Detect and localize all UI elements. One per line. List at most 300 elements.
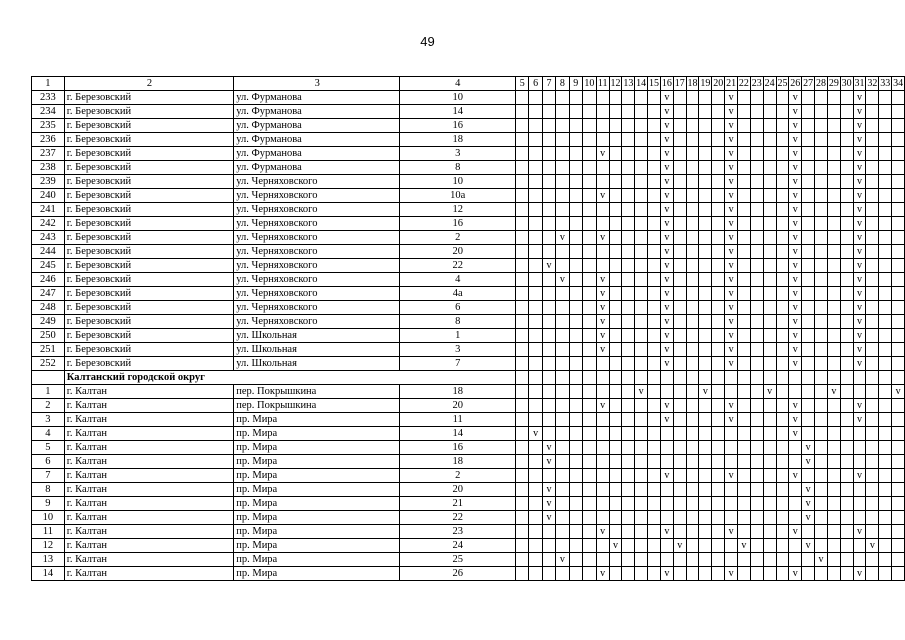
schedule-cell: [840, 245, 853, 259]
table-row: [32, 427, 905, 441]
header-cell: 14: [636, 77, 647, 89]
schedule-cell: [840, 483, 853, 497]
city-cell: г. Березовский: [64, 357, 233, 371]
schedule-cell: [542, 91, 555, 105]
schedule-cell: [516, 273, 529, 287]
schedule-cell: [892, 105, 905, 119]
schedule-cell: [596, 133, 609, 147]
schedule-cell: [802, 357, 815, 371]
schedule-cell: [866, 105, 879, 119]
schedule-cell: [840, 553, 853, 567]
schedule-cell: [738, 301, 751, 315]
row-number: 233: [32, 91, 65, 105]
schedule-mark: v: [815, 553, 828, 567]
schedule-cell: [892, 441, 905, 455]
house-cell: 16: [400, 441, 516, 455]
schedule-cell: [699, 553, 712, 567]
schedule-cell: [686, 259, 699, 273]
schedule-cell: [892, 567, 905, 581]
schedule-cell: [609, 147, 622, 161]
schedule-mark: v: [635, 385, 648, 399]
schedule-mark: v: [853, 245, 866, 259]
schedule-cell: [866, 189, 879, 203]
schedule-mark: v: [853, 343, 866, 357]
schedule-cell: [763, 511, 776, 525]
schedule-cell: [879, 259, 892, 273]
schedule-cell: [840, 287, 853, 301]
schedule-cell: [582, 455, 596, 469]
schedule-cell: [866, 175, 879, 189]
schedule-cell: [776, 105, 789, 119]
schedule-cell: [516, 119, 529, 133]
schedule-cell: [686, 413, 699, 427]
schedule-cell: [686, 427, 699, 441]
schedule-cell: [609, 287, 622, 301]
table-row: [32, 259, 905, 273]
schedule-cell: [827, 497, 840, 511]
city-cell: г. Березовский: [64, 119, 233, 133]
house-cell: 11: [400, 413, 516, 427]
schedule-cell: [712, 511, 725, 525]
schedule-cell: [582, 441, 596, 455]
schedule-cell: [635, 371, 648, 385]
schedule-mark: v: [542, 259, 555, 273]
schedule-cell: [556, 161, 569, 175]
schedule-cell: [609, 315, 622, 329]
schedule-cell: [569, 315, 582, 329]
city-cell: г. Березовский: [64, 273, 233, 287]
schedule-cell: [609, 497, 622, 511]
row-number: 4: [32, 427, 65, 441]
street-cell: ул. Черняховского: [234, 189, 400, 203]
schedule-cell: [635, 287, 648, 301]
schedule-cell: [827, 483, 840, 497]
schedule-cell: [622, 413, 635, 427]
schedule-mark: v: [699, 385, 712, 399]
schedule-mark: v: [789, 343, 802, 357]
schedule-cell: [866, 455, 879, 469]
header-cell: 29: [828, 77, 839, 89]
schedule-cell: [529, 497, 542, 511]
schedule-cell: [699, 105, 712, 119]
schedule-cell: [866, 511, 879, 525]
schedule-cell: [827, 133, 840, 147]
schedule-cell: [750, 189, 763, 203]
schedule-cell: [529, 119, 542, 133]
house-cell: 2: [400, 231, 516, 245]
schedule-cell: [699, 287, 712, 301]
header-cell: 32: [867, 77, 878, 89]
schedule-cell: [853, 511, 866, 525]
schedule-cell: [635, 511, 648, 525]
schedule-cell: [542, 105, 555, 119]
schedule-cell: [776, 427, 789, 441]
schedule-cell: [763, 217, 776, 231]
schedule-cell: [738, 469, 751, 483]
schedule-cell: [529, 217, 542, 231]
schedule-cell: [763, 105, 776, 119]
house-cell: 3: [400, 147, 516, 161]
schedule-cell: [673, 483, 686, 497]
schedule-mark: v: [660, 301, 673, 315]
schedule-cell: [596, 245, 609, 259]
schedule-cell: [879, 315, 892, 329]
schedule-cell: [542, 413, 555, 427]
schedule-cell: [763, 539, 776, 553]
city-cell: г. Калтан: [64, 497, 233, 511]
schedule-cell: [815, 371, 828, 385]
schedule-cell: [622, 511, 635, 525]
schedule-cell: [699, 441, 712, 455]
schedule-cell: [569, 231, 582, 245]
schedule-cell: [725, 539, 738, 553]
row-number: 237: [32, 147, 65, 161]
table-row: [32, 161, 905, 175]
header-cell: 6: [529, 77, 542, 91]
schedule-cell: [635, 133, 648, 147]
schedule-cell: [827, 301, 840, 315]
schedule-mark: v: [725, 133, 738, 147]
header-cell: 30: [841, 77, 852, 89]
schedule-cell: [866, 301, 879, 315]
schedule-cell: [738, 455, 751, 469]
schedule-cell: [516, 245, 529, 259]
schedule-cell: [569, 287, 582, 301]
schedule-cell: [699, 245, 712, 259]
street-cell: ул. Черняховского: [234, 217, 400, 231]
schedule-cell: [750, 133, 763, 147]
schedule-cell: [712, 203, 725, 217]
schedule-cell: [596, 455, 609, 469]
schedule-cell: [529, 161, 542, 175]
schedule-cell: [596, 553, 609, 567]
schedule-cell: [763, 483, 776, 497]
schedule-cell: [596, 217, 609, 231]
schedule-cell: [776, 245, 789, 259]
row-number: 7: [32, 469, 65, 483]
schedule-cell: [596, 119, 609, 133]
schedule-cell: [622, 287, 635, 301]
house-cell: 26: [400, 567, 516, 581]
schedule-cell: [556, 217, 569, 231]
schedule-cell: [622, 315, 635, 329]
schedule-cell: [827, 231, 840, 245]
table-row: [32, 175, 905, 189]
schedule-mark: v: [660, 329, 673, 343]
schedule-cell: [516, 91, 529, 105]
schedule-cell: [673, 217, 686, 231]
schedule-cell: [686, 511, 699, 525]
schedule-cell: [815, 343, 828, 357]
schedule-cell: [596, 175, 609, 189]
schedule-cell: [529, 245, 542, 259]
schedule-mark: v: [725, 301, 738, 315]
schedule-mark: v: [853, 413, 866, 427]
schedule-cell: [529, 147, 542, 161]
schedule-cell: [648, 511, 661, 525]
schedule-cell: [763, 357, 776, 371]
schedule-cell: [529, 399, 542, 413]
schedule-cell: [750, 399, 763, 413]
schedule-cell: [556, 133, 569, 147]
schedule-cell: [763, 553, 776, 567]
schedule-mark: v: [789, 189, 802, 203]
schedule-cell: [815, 273, 828, 287]
schedule-cell: [866, 245, 879, 259]
schedule-cell: [660, 483, 673, 497]
schedule-cell: [866, 287, 879, 301]
schedule-cell: [853, 497, 866, 511]
row-number: 3: [32, 413, 65, 427]
schedule-cell: [802, 329, 815, 343]
row-number: 242: [32, 217, 65, 231]
schedule-cell: [686, 133, 699, 147]
city-cell: г. Березовский: [64, 315, 233, 329]
schedule-cell: [750, 287, 763, 301]
schedule-cell: [699, 301, 712, 315]
schedule-cell: [879, 161, 892, 175]
header-cell: 3: [234, 77, 400, 91]
schedule-cell: [582, 413, 596, 427]
schedule-cell: [763, 245, 776, 259]
schedule-cell: [516, 133, 529, 147]
header-cell: 27: [803, 77, 814, 89]
schedule-cell: [879, 567, 892, 581]
schedule-cell: [673, 329, 686, 343]
schedule-cell: [815, 119, 828, 133]
schedule-cell: [582, 539, 596, 553]
schedule-cell: [815, 287, 828, 301]
schedule-cell: [738, 525, 751, 539]
schedule-cell: [635, 553, 648, 567]
schedule-cell: [686, 567, 699, 581]
schedule-cell: [673, 399, 686, 413]
schedule-cell: [529, 511, 542, 525]
street-cell: ул. Черняховского: [234, 245, 400, 259]
house-cell: 22: [400, 511, 516, 525]
schedule-cell: [569, 413, 582, 427]
schedule-cell: [582, 343, 596, 357]
schedule-cell: [738, 245, 751, 259]
schedule-cell: [750, 497, 763, 511]
schedule-cell: [516, 399, 529, 413]
schedule-mark: v: [725, 245, 738, 259]
schedule-mark: v: [725, 259, 738, 273]
schedule-cell: [853, 441, 866, 455]
schedule-cell: [827, 329, 840, 343]
schedule-cell: [609, 133, 622, 147]
schedule-cell: [609, 343, 622, 357]
schedule-cell: [879, 189, 892, 203]
schedule-cell: [892, 469, 905, 483]
schedule-cell: [582, 315, 596, 329]
schedule-cell: [569, 567, 582, 581]
house-cell: 16: [400, 217, 516, 231]
schedule-cell: [879, 301, 892, 315]
schedule-cell: [673, 441, 686, 455]
schedule-mark: v: [725, 357, 738, 371]
schedule-cell: [892, 357, 905, 371]
schedule-cell: [516, 553, 529, 567]
schedule-cell: [763, 315, 776, 329]
schedule-cell: [648, 455, 661, 469]
header-cell: 23: [751, 77, 762, 89]
header-cell: 4: [400, 77, 516, 91]
schedule-cell: [686, 273, 699, 287]
schedule-cell: [556, 497, 569, 511]
schedule-cell: [879, 371, 892, 385]
schedule-cell: [673, 427, 686, 441]
street-cell: ул. Черняховского: [234, 273, 400, 287]
row-number: 240: [32, 189, 65, 203]
schedule-cell: [622, 259, 635, 273]
schedule-mark: v: [789, 329, 802, 343]
schedule-cell: [892, 511, 905, 525]
schedule-cell: [516, 525, 529, 539]
schedule-mark: v: [853, 231, 866, 245]
city-cell: г. Березовский: [64, 105, 233, 119]
schedule-cell: [776, 553, 789, 567]
schedule-mark: v: [789, 525, 802, 539]
schedule-cell: [686, 441, 699, 455]
schedule-cell: [569, 147, 582, 161]
schedule-cell: [892, 147, 905, 161]
schedule-cell: [892, 259, 905, 273]
schedule-mark: v: [853, 329, 866, 343]
header-cell: 20: [713, 77, 724, 89]
schedule-mark: v: [542, 455, 555, 469]
table-row: [32, 273, 905, 287]
city-cell: г. Березовский: [64, 189, 233, 203]
schedule-cell: [582, 175, 596, 189]
schedule-cell: [827, 399, 840, 413]
schedule-cell: [569, 511, 582, 525]
schedule-cell: [699, 469, 712, 483]
schedule-cell: [556, 469, 569, 483]
schedule-cell: [750, 553, 763, 567]
schedule-cell: [892, 553, 905, 567]
street-cell: пр. Мира: [234, 539, 400, 553]
schedule-cell: [673, 287, 686, 301]
schedule-cell: [529, 553, 542, 567]
row-number: 235: [32, 119, 65, 133]
schedule-cell: [582, 147, 596, 161]
schedule-cell: [802, 371, 815, 385]
schedule-cell: [686, 539, 699, 553]
schedule-cell: [569, 399, 582, 413]
street-cell: пр. Мира: [234, 441, 400, 455]
schedule-cell: [763, 147, 776, 161]
schedule-cell: [596, 371, 609, 385]
schedule-cell: [866, 161, 879, 175]
schedule-cell: [725, 497, 738, 511]
table-row: [32, 315, 905, 329]
schedule-cell: [542, 315, 555, 329]
schedule-cell: [879, 273, 892, 287]
schedule-cell: [699, 413, 712, 427]
schedule-mark: v: [660, 357, 673, 371]
schedule-cell: [699, 567, 712, 581]
schedule-cell: [802, 105, 815, 119]
schedule-mark: v: [660, 399, 673, 413]
schedule-mark: v: [725, 273, 738, 287]
schedule-cell: [802, 161, 815, 175]
schedule-cell: [892, 413, 905, 427]
schedule-cell: [660, 553, 673, 567]
schedule-cell: [763, 497, 776, 511]
schedule-cell: [516, 315, 529, 329]
schedule-mark: v: [892, 385, 905, 399]
schedule-cell: [750, 343, 763, 357]
schedule-cell: [827, 525, 840, 539]
schedule-cell: [827, 245, 840, 259]
row-number: 244: [32, 245, 65, 259]
house-cell: 14: [400, 105, 516, 119]
schedule-cell: [673, 357, 686, 371]
schedule-cell: [866, 315, 879, 329]
schedule-cell: [516, 259, 529, 273]
schedule-cell: [529, 287, 542, 301]
schedule-cell: [892, 315, 905, 329]
table-row: [32, 483, 905, 497]
schedule-mark: v: [542, 483, 555, 497]
city-cell: г. Калтан: [64, 413, 233, 427]
schedule-cell: [712, 175, 725, 189]
schedule-cell: [673, 119, 686, 133]
schedule-cell: [516, 329, 529, 343]
schedule-cell: [648, 315, 661, 329]
schedule-cell: [725, 371, 738, 385]
table-row: [32, 497, 905, 511]
schedule-cell: [750, 301, 763, 315]
schedule-cell: [648, 301, 661, 315]
schedule-cell: [542, 567, 555, 581]
schedule-cell: [879, 483, 892, 497]
schedule-cell: [582, 245, 596, 259]
schedule-cell: [609, 273, 622, 287]
schedule-cell: [556, 427, 569, 441]
schedule-cell: [738, 175, 751, 189]
schedule-cell: [802, 91, 815, 105]
schedule-cell: [648, 567, 661, 581]
schedule-cell: [892, 273, 905, 287]
schedule-mark: v: [660, 189, 673, 203]
schedule-cell: [673, 511, 686, 525]
schedule-cell: [815, 245, 828, 259]
schedule-cell: [582, 105, 596, 119]
schedule-mark: v: [660, 119, 673, 133]
schedule-cell: [815, 259, 828, 273]
schedule-cell: [556, 287, 569, 301]
schedule-cell: [892, 217, 905, 231]
schedule-cell: [686, 245, 699, 259]
schedule-cell: [892, 455, 905, 469]
schedule-cell: [635, 343, 648, 357]
house-cell: 20: [400, 399, 516, 413]
schedule-cell: [776, 287, 789, 301]
schedule-cell: [866, 385, 879, 399]
schedule-cell: [738, 329, 751, 343]
schedule-cell: [569, 385, 582, 399]
schedule-cell: [516, 175, 529, 189]
schedule-cell: [840, 231, 853, 245]
schedule-cell: [622, 399, 635, 413]
schedule-mark: v: [802, 483, 815, 497]
schedule-cell: [763, 203, 776, 217]
schedule-cell: [738, 161, 751, 175]
schedule-cell: [866, 231, 879, 245]
schedule-cell: [635, 301, 648, 315]
